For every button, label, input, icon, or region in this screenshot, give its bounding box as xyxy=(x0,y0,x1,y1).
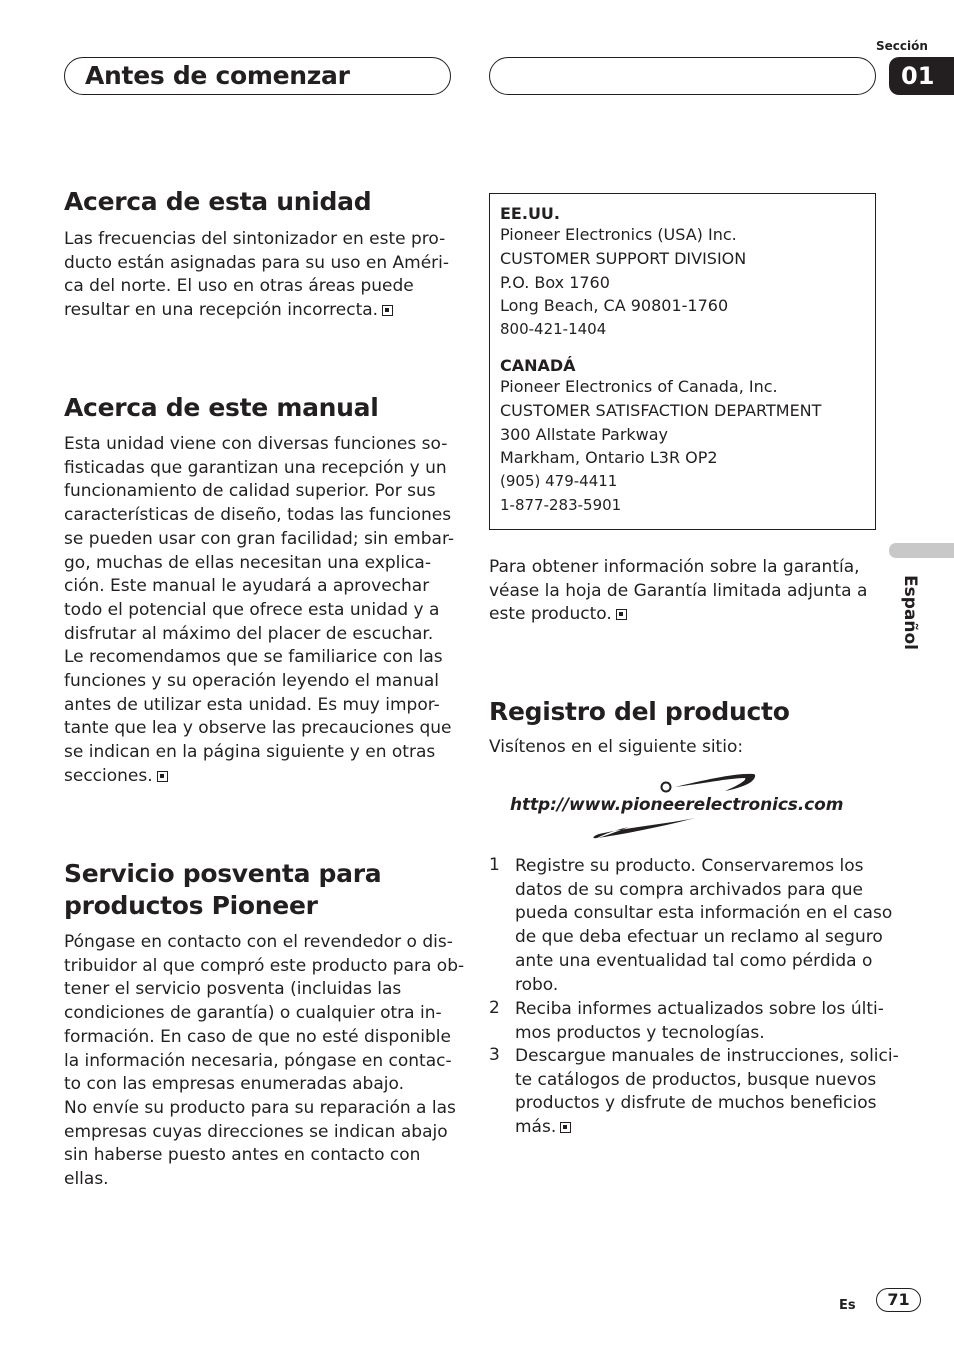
end-mark-icon xyxy=(616,609,627,620)
text-line: ca del norte. El uso en otras áreas puede xyxy=(64,276,414,297)
country-label: CANADÁ xyxy=(500,356,576,375)
address-line: 300 Allstate Parkway xyxy=(500,424,669,444)
about-unit-text xyxy=(64,228,449,323)
text-line: condiciones de garantía) o cualquier otra in- xyxy=(64,1003,442,1024)
list-item xyxy=(515,855,892,997)
about-manual-text xyxy=(64,433,454,789)
section-number-badge: 01 xyxy=(889,57,954,95)
text-line: Registre su producto. Conservaremos los xyxy=(515,856,864,876)
section-title-pill xyxy=(64,57,451,95)
text-line: Reciba informes actualizados sobre los últi- xyxy=(515,999,884,1019)
text-line: ción. Este manual le ayudará a aprovechar xyxy=(64,576,430,597)
list-number: 1 xyxy=(489,855,500,875)
text-line: fisticadas que garantizan una recepción y un xyxy=(64,457,447,478)
text-line: tribuidor al que compró este producto para ob- xyxy=(64,955,465,976)
phone-line: 800-421-1404 xyxy=(500,320,607,339)
text-line xyxy=(64,765,454,789)
text-line: ellas. xyxy=(64,1169,109,1190)
text-line: disfrutar al máximo del placer de escuchar. xyxy=(64,623,434,644)
service-text xyxy=(64,931,464,1192)
language-tab xyxy=(889,543,954,558)
text-line: mos productos y tecnologías. xyxy=(515,1022,765,1043)
heading-service xyxy=(64,858,381,922)
text-line: ducto están asignadas para su uso en Améri- xyxy=(64,252,450,273)
text-line: Esta unidad viene con diversas funciones so- xyxy=(64,434,448,454)
phone-line: 1-877-283-5901 xyxy=(500,495,622,514)
heading-service-line: productos Pioneer xyxy=(64,891,318,920)
text-line: ante una eventualidad tal como pérdida o xyxy=(515,950,873,971)
text-line: No envíe su producto para su reparación a las xyxy=(64,1097,456,1118)
country-label: EE.UU. xyxy=(500,204,560,223)
text-line: Le recomendamos que se familiarice con las xyxy=(64,647,443,668)
text-line: tener el servicio posventa (incluidas las xyxy=(64,979,402,1000)
language-code: Es xyxy=(839,1298,856,1313)
text-line: robo. xyxy=(515,974,559,995)
address-box xyxy=(489,193,876,530)
text-line-content: este producto. xyxy=(489,604,612,625)
text-line: características de diseño, todas las funciones xyxy=(64,505,452,526)
text-line-content: más. xyxy=(515,1117,557,1138)
address-line: Pioneer Electronics of Canada, Inc. xyxy=(500,377,778,396)
text-line-content: resultar en una recepción incorrecta. xyxy=(64,300,379,321)
text-line: antes de utilizar esta unidad. Es muy impor- xyxy=(64,694,440,715)
language-label: Español xyxy=(900,575,920,650)
text-line: to con las empresas enumeradas abajo. xyxy=(64,1074,404,1095)
canada-address xyxy=(500,356,821,518)
address-line: CUSTOMER SATISFACTION DEPARTMENT xyxy=(500,400,822,420)
blank-title-pill xyxy=(489,57,876,95)
address-line: Markham, Ontario L3R OP2 xyxy=(500,448,718,468)
text-line: empresas cuyas direcciones se indican abajo xyxy=(64,1121,448,1142)
heading-about-unit: Acerca de esta unidad xyxy=(64,187,372,216)
text-line: formación. En caso de que no esté disponible xyxy=(64,1026,451,1047)
text-line: se indican en la página siguiente y en otras xyxy=(64,742,436,763)
text-line: te catálogos de productos, busque nuevos xyxy=(515,1069,877,1090)
registration-intro: Visítenos en el siguiente sitio: xyxy=(489,737,744,757)
page-number: 71 xyxy=(876,1288,921,1312)
text-line-content: secciones. xyxy=(64,765,153,786)
address-line: P.O. Box 1760 xyxy=(500,272,610,292)
end-mark-icon xyxy=(560,1122,571,1133)
list-number: 3 xyxy=(489,1045,500,1065)
text-line: véase la hoja de Garantía limitada adjunta a xyxy=(489,580,868,601)
section-label: Sección xyxy=(876,39,928,53)
phone-line: (905) 479-4411 xyxy=(500,472,618,491)
list-number: 2 xyxy=(489,998,500,1018)
text-line: todo el potencial que ofrece esta unidad y a xyxy=(64,599,440,620)
text-line: funciones y su operación leyendo el manual xyxy=(64,671,440,692)
address-line: CUSTOMER SUPPORT DIVISION xyxy=(500,248,747,268)
heading-registration: Registro del producto xyxy=(489,697,790,726)
section-title: Antes de comenzar xyxy=(85,61,350,90)
text-line: go, muchas de ellas necesitan una explica- xyxy=(64,552,431,573)
address-line: Pioneer Electronics (USA) Inc. xyxy=(500,225,737,244)
text-line xyxy=(489,603,867,627)
list-item xyxy=(515,1045,899,1140)
text-line: productos y disfrute de muchos beneficios xyxy=(515,1093,877,1114)
text-line: funcionamiento de calidad superior. Por sus xyxy=(64,481,436,502)
text-line xyxy=(64,299,449,323)
text-line: Póngase en contacto con el revendedor o dis- xyxy=(64,932,453,952)
text-line: tante que lea y observe las precauciones que xyxy=(64,718,452,739)
text-line: de que deba efectuar un reclamo al seguro xyxy=(515,927,883,948)
text-line: se pueden usar con gran facilidad; sin embar- xyxy=(64,528,454,549)
heading-about-manual: Acerca de este manual xyxy=(64,393,379,422)
text-line: pueda consultar esta información en el caso xyxy=(515,903,893,924)
text-line xyxy=(515,1116,899,1140)
heading-service-line: Servicio posventa para xyxy=(64,859,382,888)
text-line: Las frecuencias del sintonizador en este pro- xyxy=(64,229,446,249)
address-line: Long Beach, CA 90801-1760 xyxy=(500,296,729,316)
end-mark-icon xyxy=(382,305,393,316)
list-item xyxy=(515,998,884,1045)
text-line: Para obtener información sobre la garantía, xyxy=(489,557,860,577)
website-url[interactable]: http://www.pioneerelectronics.com xyxy=(510,795,844,815)
text-line: Descargue manuales de instrucciones, solici- xyxy=(515,1046,899,1066)
text-line: la información necesaria, póngase en contac- xyxy=(64,1050,452,1071)
warranty-text xyxy=(489,556,867,627)
end-mark-icon xyxy=(157,771,168,782)
usa-address xyxy=(500,204,746,342)
text-line: sin haberse puesto antes en contacto con xyxy=(64,1145,421,1166)
text-line: datos de su compra archivados para que xyxy=(515,879,863,900)
